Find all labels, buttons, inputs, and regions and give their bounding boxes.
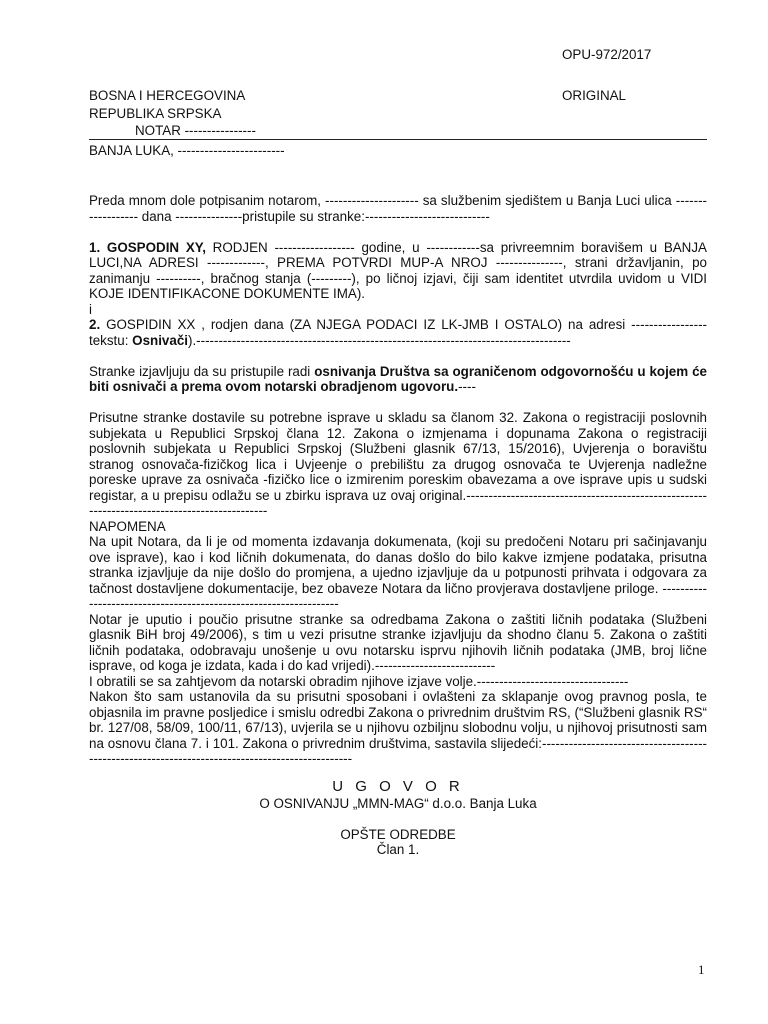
party-2-label: 2.	[89, 317, 101, 332]
original-label: ORIGINAL	[562, 88, 626, 103]
contract-title-block	[89, 777, 707, 858]
napomena-paragraph-3: I obratili se sa zahtjevom da notarski obradim njihove izjave volje.----------------------------------	[89, 673, 629, 689]
conjunction: i	[89, 301, 92, 317]
party-1-paragraph	[89, 240, 707, 302]
contract-subtitle: O OSNIVANJU „MMN-MAG“ d.o.o. Banja Luka	[259, 795, 537, 811]
country-line: BOSNA I HERCEGOVINA	[89, 88, 246, 103]
contract-title: U G O V O R	[332, 777, 464, 795]
party-2-text: GOSPIDIN XX , rodjen dana (ZA NJEGA PODACI IZ LK-JMB I OSTALO) na adresi ----------------- tekstu:	[89, 317, 707, 348]
statement-pre: Stranke izjavljuju da su pristupile radi	[89, 363, 315, 379]
notary-line: NOTAR ----------------	[135, 123, 256, 138]
article-heading: Član 1.	[376, 842, 420, 857]
napomena-paragraph-4: Nakon što sam ustanovila da su prisutni sposobani i ovlašteni za sklapanje ovog pravnog posla, te objasnila im pravne posljedice i smislu odredbi Zakona o privrednim društvim RS, (“Službeni glasnik RS“ br. 127/08, 58/09, 100/11, 67/13), uvjerila se u njihovu ozbiljnu slobodnu volju, u njihovoj prisutnosti sam na osnovu člana 7. i 101. Zakona o privrednim društvima, sastavila slijedeći:------------------------------------------------------------------------------------------------	[89, 689, 707, 766]
reference-number: OPU-972/2017	[562, 47, 652, 62]
section-heading: OPŠTE ODREDBE	[340, 826, 456, 842]
entity-line: REPUBLIKA SRPSKA	[89, 106, 222, 121]
napomena-paragraph-2: Notar je uputio i poučio prisutne stranke sa odredbama Zakona o zaštiti ličnih podataka (Službeni glasnik BiH broj 49/2006), s tim u vezi prisutne stranke izjavljuju da shodno članu 5. Zakona o zaštiti ličnih podataka, odobravaju unošenje u ovu notarsku isprvu njihovih ličnih podataka (JMB, broj lične isprave, od koga je izdata, kada i do kad vrijedi).---------------------------	[89, 611, 707, 673]
napomena-paragraph-1: Na upit Notara, da li je od momenta izdavanja dokumenata, (koji su predočeni Notaru pri sačinjavanju ove isprave), kao i kod ličnih dokumenata, do danas došlo do bilo kakve izmjene podataka, prisutna stranka izjavljuje da nije došlo do promjena, a ujedno izjavljuje da u potpunosti prihvata i odgovara za tačnost dostavljene dokumentacije, bez obaveze Notara da lično provjerava dostavljene priloge. ------------------------------------------------------------------	[89, 534, 707, 611]
page-number: 1	[698, 962, 705, 977]
party-1-label: 1. GOSPODIN XY,	[89, 239, 206, 255]
party-2-paragraph	[89, 317, 707, 348]
party-2-bold-word: Osnivači	[132, 332, 188, 348]
statement-post: ----	[458, 379, 476, 394]
napomena-label: NAPOMENA	[89, 518, 166, 534]
header-divider	[89, 139, 707, 140]
statement-paragraph	[89, 364, 707, 395]
document-body	[89, 193, 707, 858]
party-1-text: RODJEN ------------------ godine, u ------------sa privreemnim boravišem u BANJA LUCI,NA ADRESI -------------, PREMA POTVRDI MUP-A NROJ ---------------, strani državljanin, po zanimanju ----------, bračnog stanja (---------), po ličnoj izjavi, čiji sam identitet utvrdila uvidom u VIDI KOJE IDENTIFIKACONE DOKUMENTE IMA).	[89, 239, 707, 301]
intro-paragraph: Preda mnom dole potpisanim notarom, --------------------- sa službenim sjedištem u Banja Luci ulica ------------------ dana ---------------pristupile su stranke:----------------------------	[89, 193, 707, 224]
city-line: BANJA LUKA, ------------------------	[89, 143, 285, 158]
statement-bold: osnivanja Društva sa ograničenom odgovornošću u kojem će biti osnivači a prema ovom notarski obradjenom ugovoru.	[89, 363, 707, 394]
documents-paragraph: Prisutne stranke dostavile su potrebne isprave u skladu sa članom 32. Zakona o registraciji poslovnih subjekata u Republici Srpskoj člana 12. Zakona o izmjenama i dopunama Zakona o registraciji poslovnih subjekata u Republici Srpskoj (Službeni glasnik 67/13, 15/2016), Uvjerenja o boravištu stranog osnovača-fizičkog lica i Uvjeenje o prebilištu za drugog osnovača te Uvjerenja nadležne poreske uprave za osnivača -fizičko lice o izmirenim poreskim obavezama a ove isprave upis u sudski registar, a u prepisu odlažu se u zbirku isprava uz ovaj original.----------------------------------------------------------------------------------------------	[89, 410, 707, 518]
party-2-tail: ).------------------------------------------------------------------------------------	[188, 332, 571, 348]
